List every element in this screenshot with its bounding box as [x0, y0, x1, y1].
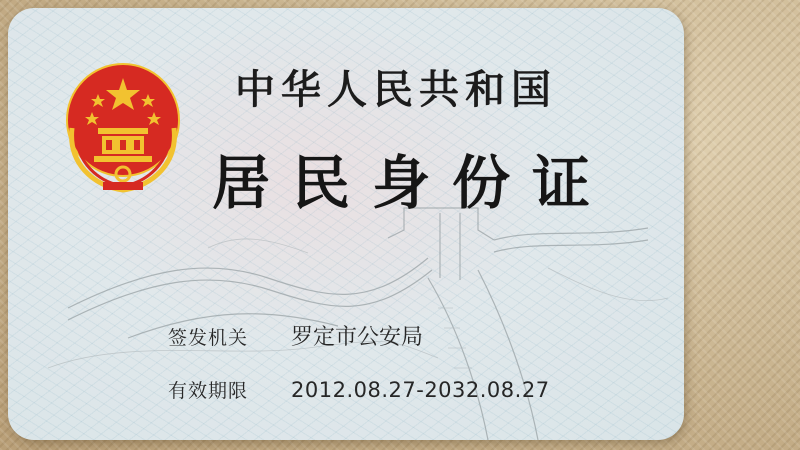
- card-title-country: 中华人民共和国: [235, 66, 557, 113]
- national-emblem-icon: [58, 58, 188, 198]
- validity-period-row: [168, 376, 550, 403]
- validity-period-label: 有效期限: [168, 380, 249, 402]
- issuing-authority-row: [168, 320, 423, 351]
- id-card-back: [8, 8, 684, 440]
- issuing-authority-label: 签发机关: [168, 327, 249, 349]
- validity-period-value: 2012.08.27-2032.08.27: [291, 378, 550, 402]
- issuing-authority-value: 罗定市公安局: [291, 325, 424, 350]
- card-title-document: 居民身份证: [212, 149, 613, 217]
